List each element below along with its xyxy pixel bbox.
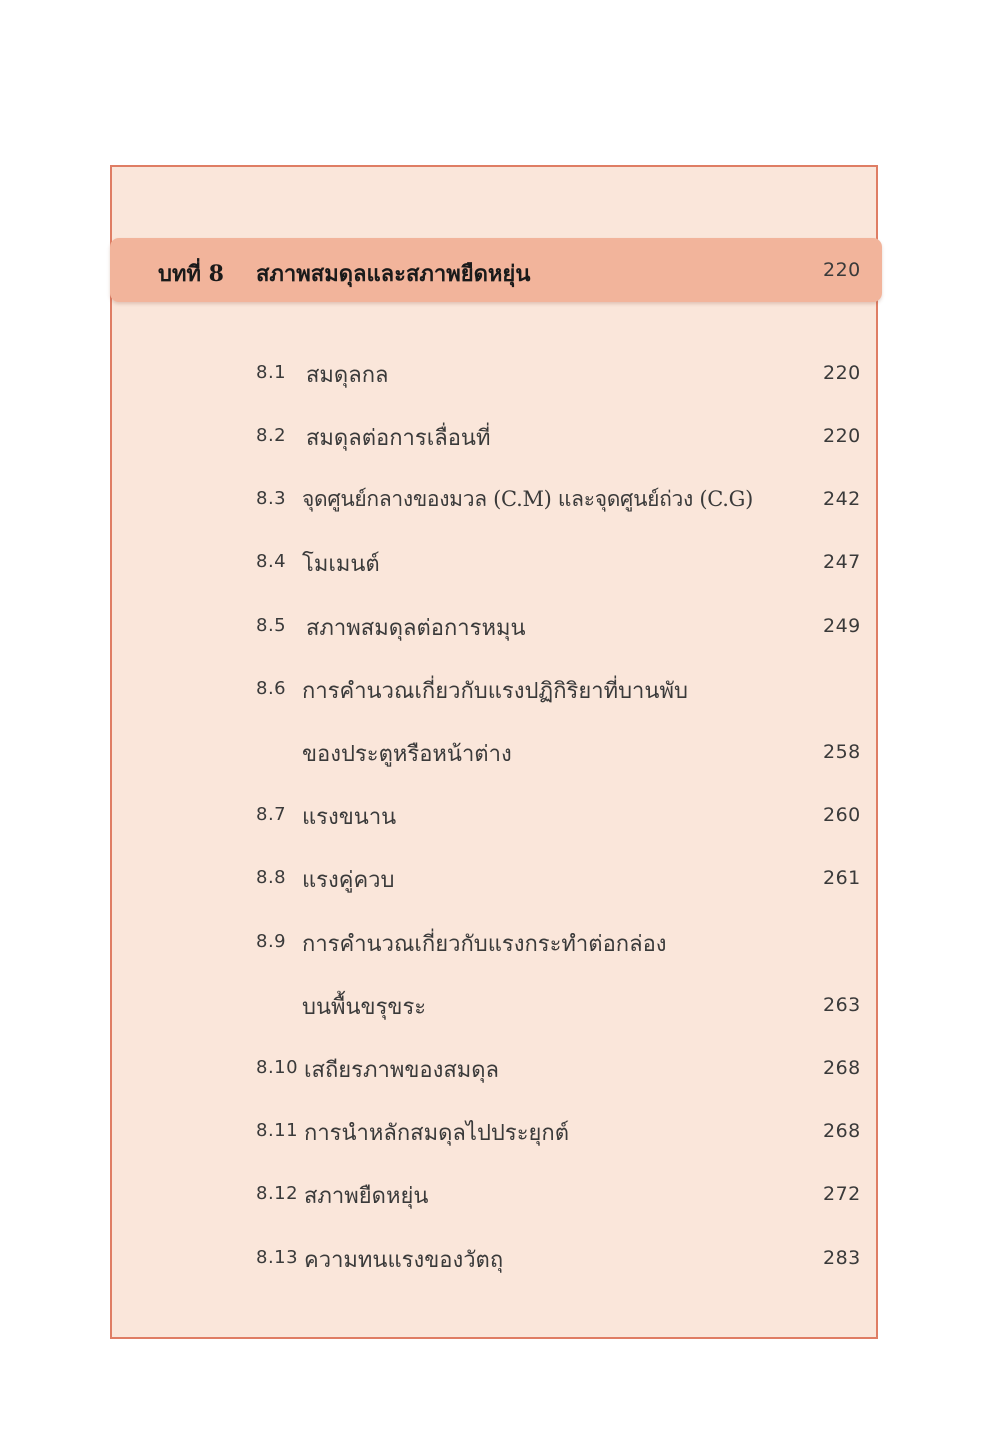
toc-entry-page: 247: [823, 551, 861, 573]
toc-entry-number: 8.6: [256, 678, 287, 699]
chapter-page-number: 220: [823, 259, 861, 281]
toc-entry-title: โมเมนต์: [302, 552, 380, 577]
toc-entry-number: 8.11: [256, 1120, 299, 1141]
toc-entry-page: 260: [823, 804, 861, 826]
toc-entry-title: การคำนวณเกี่ยวกับแรงกระทำต่อกล่อง: [302, 932, 667, 957]
toc-entry-page: 242: [823, 488, 861, 510]
toc-entry-title: แรงขนาน: [302, 805, 397, 830]
toc-entry-page: 258: [823, 741, 861, 763]
toc-entry-page: 268: [823, 1120, 861, 1142]
toc-entry-number: 8.8: [256, 867, 287, 888]
toc-entry-number: 8.13: [256, 1247, 299, 1268]
toc-entry-number: 8.2: [256, 425, 287, 446]
toc-entry-page: 268: [823, 1057, 861, 1079]
toc-entry-number: 8.7: [256, 804, 287, 825]
toc-entry-page: 283: [823, 1247, 861, 1269]
toc-entry-title: สมดุลกล: [306, 363, 389, 388]
toc-entry-title: จุดศูนย์กลางของมวล (C.M) และจุดศูนย์ถ่วง (C.G): [302, 487, 754, 511]
toc-entry-number: 8.12: [256, 1183, 299, 1204]
toc-entry-title: สภาพยืดหยุ่น: [304, 1184, 429, 1209]
toc-entry-page: 220: [823, 425, 861, 447]
toc-entry-title: การนำหลักสมดุลไปประยุกต์: [304, 1121, 570, 1146]
toc-entry-number: 8.10: [256, 1057, 299, 1078]
toc-entry-number: 8.5: [256, 615, 287, 636]
toc-entry-title: สมดุลต่อการเลื่อนที่: [306, 426, 491, 451]
toc-entry-title: สภาพสมดุลต่อการหมุน: [306, 616, 526, 641]
chapter-title: สภาพสมดุลและสภาพยืดหยุ่น: [256, 261, 531, 287]
toc-entry-title-continued: บนพื้นขรุขระ: [302, 995, 427, 1020]
toc-entry-page: 261: [823, 867, 861, 889]
toc-entry-title: แรงคู่ควบ: [302, 868, 395, 893]
toc-entry-number: 8.9: [256, 931, 287, 952]
toc-entry-number: 8.3: [256, 488, 287, 509]
toc-entry-title: เสถียรภาพของสมดุล: [304, 1058, 500, 1083]
toc-entry-page: 263: [823, 994, 861, 1016]
toc-entry-page: 272: [823, 1183, 861, 1205]
toc-entry-title-continued: ของประตูหรือหน้าต่าง: [302, 742, 512, 767]
toc-entry-page: 220: [823, 362, 861, 384]
toc-entry-title: การคำนวณเกี่ยวกับแรงปฏิกิริยาที่บานพับ: [302, 679, 688, 704]
chapter-label: บทที่ 8: [158, 261, 224, 287]
toc-entry-page: 249: [823, 615, 861, 637]
toc-entry-number: 8.4: [256, 551, 287, 572]
toc-entry-title: ความทนแรงของวัตถุ: [304, 1248, 504, 1273]
toc-entry-number: 8.1: [256, 362, 287, 383]
